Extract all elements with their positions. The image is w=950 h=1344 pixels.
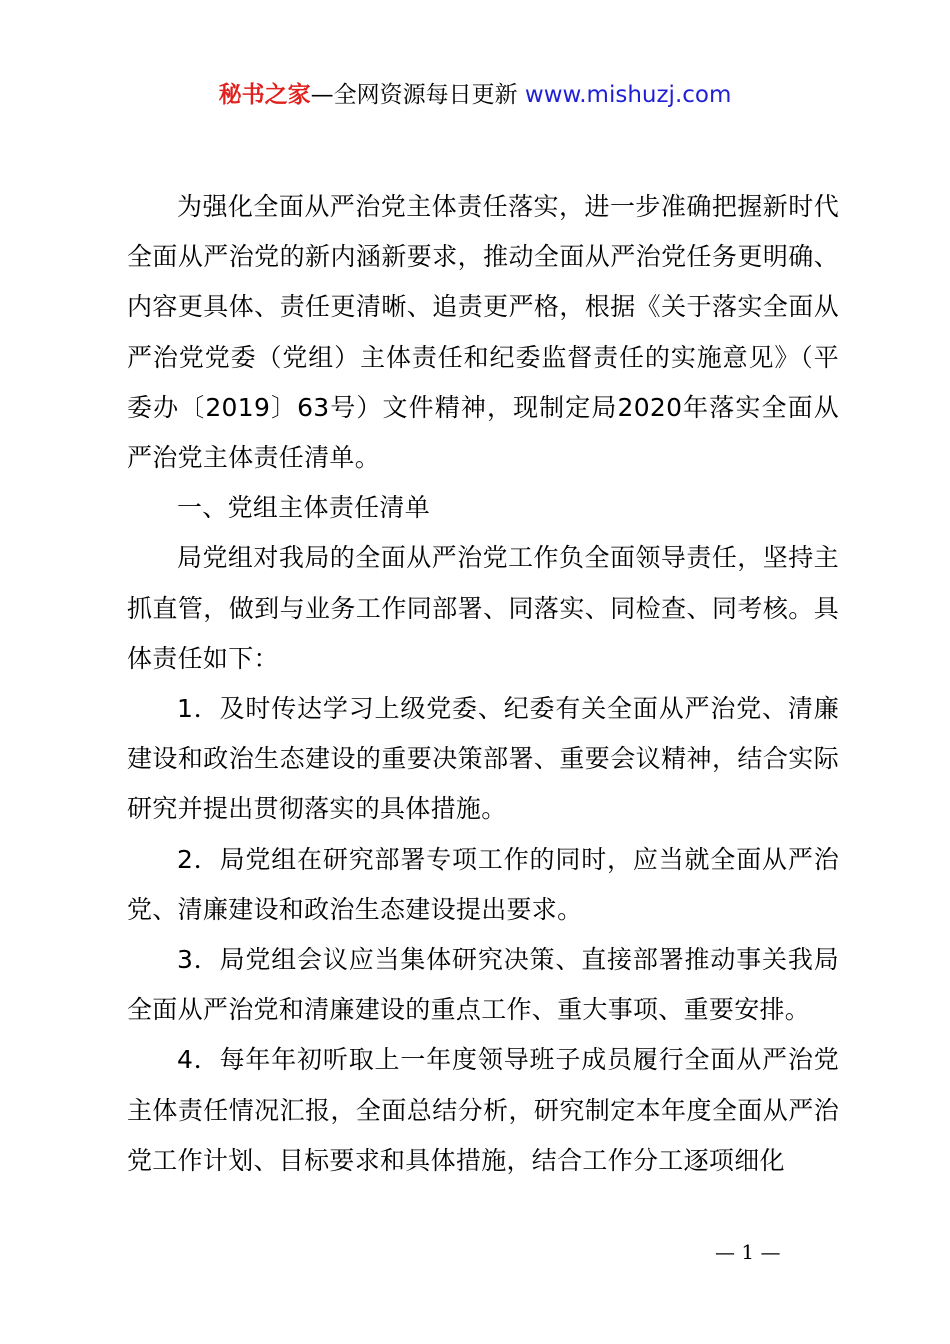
site-brand: 秘书之家 [218,82,311,108]
list-item-3: 3．局党组会议应当集体研究决策、直接部署推动事关我局全面从严治党和清廉建设的重点工作、重大事项、重要安排。 [127,945,839,1025]
site-header [0,78,950,112]
list-item-2: 2．局党组在研究部署专项工作的同时，应当就全面从严治党、清廉建设和政治生态建设提出要求。 [127,844,839,924]
section-heading: 一、党组主体责任清单 [177,493,431,523]
document-body [127,182,839,1186]
responsibility-paragraph: 局党组对我局的全面从严治党工作负全面领导责任，坚持主抓直管，做到与业务工作同部署、同落实、同检查、同考核。具体责任如下： [127,543,839,673]
site-url-link[interactable]: www.mishuzj.com [524,82,732,108]
list-item-1: 1．及时传达学习上级党委、纪委有关全面从严治党、清廉建设和政治生态建设的重要决策部署、重要会议精神，结合实际研究并提出贯彻落实的具体措施。 [127,694,839,824]
page-number: — 1 — [715,1240,781,1264]
site-tagline: —全网资源每日更新 [310,82,525,108]
intro-paragraph: 为强化全面从严治党主体责任落实，进一步准确把握新时代全面从严治党的新内涵新要求，推动全面从严治党任务更明确、内容更具体、责任更清晰、追责更严格，根据《关于落实全面从严治党党委（党组）主体责任和纪委监督责任的实施意见》（平委办〔2019〕63号）文件精神，现制定局2020年落实全面从严治党主体责任清单。 [127,192,839,473]
list-item-4: 4．每年年初听取上一年度领导班子成员履行全面从严治党主体责任情况汇报，全面总结分析，研究制定本年度全面从严治党工作计划、目标要求和具体措施，结合工作分工逐项细化 [127,1045,839,1175]
